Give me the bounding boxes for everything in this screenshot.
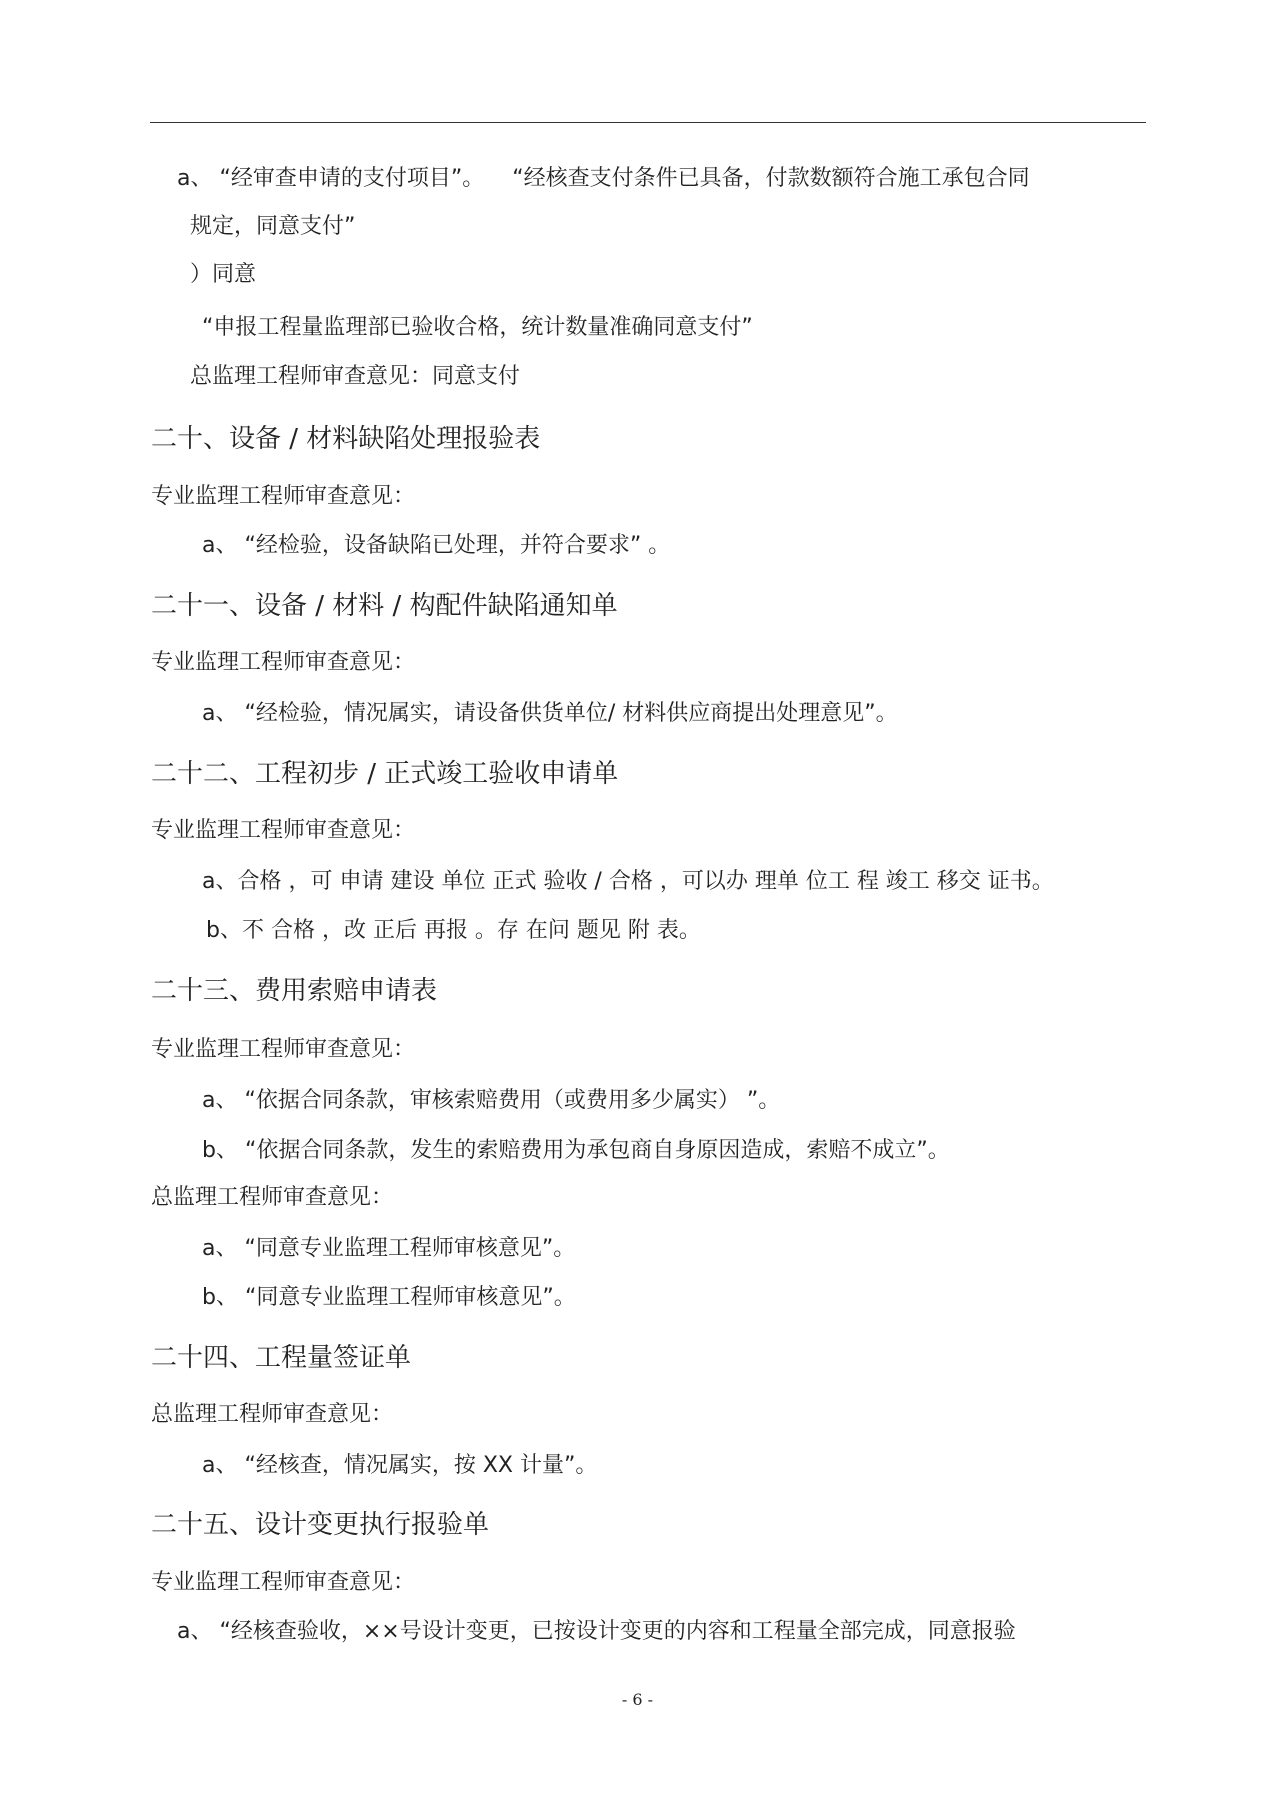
text-line: 总监理工程师审查意见：同意支付: [190, 364, 521, 389]
section-heading: 二十一、设备 / 材料 / 构配件缺陷通知单: [151, 591, 618, 621]
header-rule: [150, 122, 1146, 123]
text-line: a、 “依据合同条款，审核索赔费用（或费用多少属实） ”。: [202, 1088, 781, 1113]
reviewer-label: 专业监理工程师审查意见：: [151, 1037, 416, 1062]
page-number: - 6 -: [621, 1690, 654, 1709]
reviewer-label: 专业监理工程师审查意见：: [151, 484, 416, 509]
text-line: a、 “经核查验收，××号设计变更，已按设计变更的内容和工程量全部完成，同意报验: [177, 1619, 1016, 1644]
section-heading: 二十五、设计变更执行报验单: [151, 1510, 490, 1540]
reviewer-label: 专业监理工程师审查意见：: [151, 1570, 416, 1595]
text-line: a、 “经检验，情况属实，请设备供货单位/ 材料供应商提出处理意见”。: [202, 701, 898, 726]
text-line: b、不 合格 ，改 正后 再报 。存 在问 题见 附 表。: [206, 918, 701, 943]
text-line: b、 “依据合同条款，发生的索赔费用为承包商自身原因造成，索赔不成立”。: [202, 1138, 950, 1163]
text-line: a、合格 ，可 申请 建设 单位 正式 验收 / 合格 ，可以办 理单 位工 程 竣工 移交 证书。: [202, 869, 1054, 894]
text-line: a、 “经检验，设备缺陷已处理，并符合要求” 。: [202, 533, 671, 558]
text-line: 规定，同意支付”: [190, 214, 356, 239]
section-heading: 二十四、工程量签证单: [151, 1343, 412, 1373]
reviewer-label: 总监理工程师审查意见：: [151, 1185, 394, 1210]
text-line: a、 “同意专业监理工程师审核意见”。: [202, 1236, 576, 1261]
reviewer-label: 专业监理工程师审查意见：: [151, 818, 416, 843]
text-line: a、 “经核查，情况属实，按 XX 计量”。: [202, 1453, 598, 1478]
section-heading: 二十三、费用索赔申请表: [151, 976, 438, 1006]
reviewer-label: 专业监理工程师审查意见：: [151, 650, 416, 675]
text-line: “申报工程量监理部已验收合格，统计数量准确同意支付”: [202, 315, 753, 340]
reviewer-label: 总监理工程师审查意见：: [151, 1402, 394, 1427]
text-line: b、 “同意专业监理工程师审核意见”。: [202, 1285, 576, 1310]
section-heading: 二十二、工程初步 / 正式竣工验收申请单: [151, 759, 619, 789]
text-line: a、 “经审查申请的支付项目”。 “经核查支付条件已具备，付款数额符合施工承包合同: [177, 166, 1030, 191]
section-heading: 二十、设备 / 材料缺陷处理报验表: [151, 424, 541, 454]
text-line: ）同意: [190, 262, 257, 287]
